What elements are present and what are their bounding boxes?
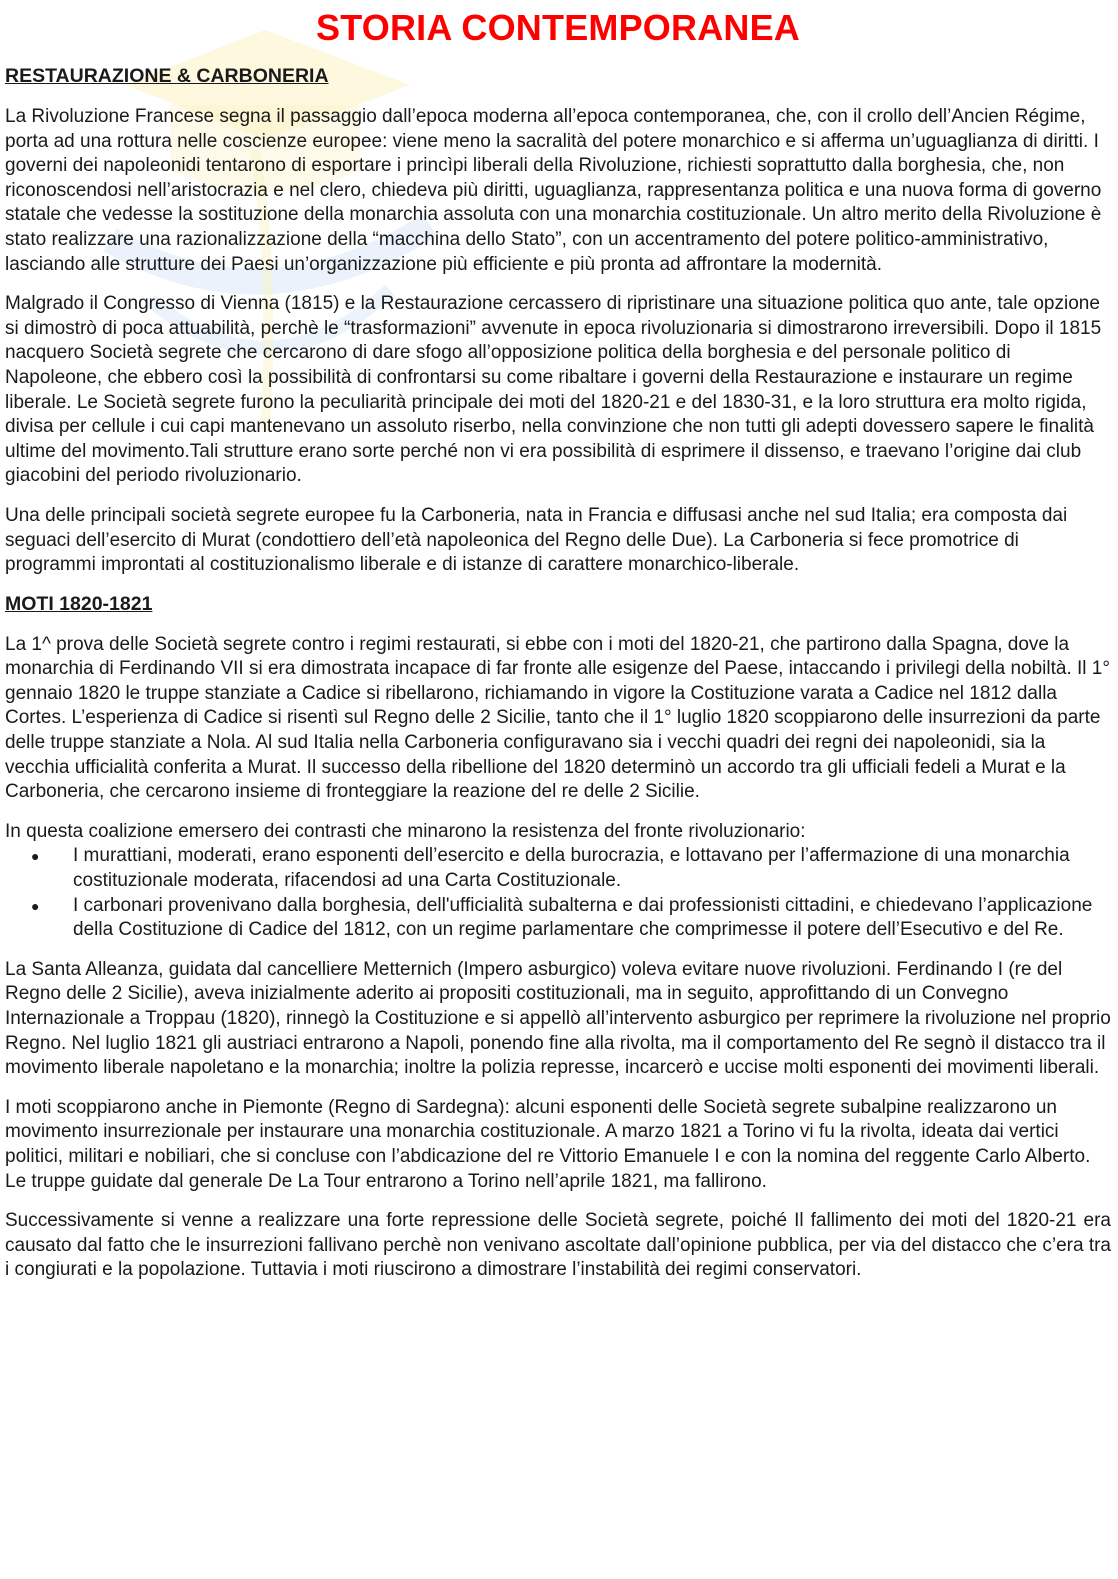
list-item-text: I murattiani, moderati, erano esponenti dell’esercito e della burocrazia, e lottavano per l’affermazione di una monarchia costituzionale moderata, rifacendosi ad una Carta Costituzionale.: [73, 845, 1070, 892]
document-title: STORIA CONTEMPORANEA: [315, 7, 801, 48]
paragraph: Malgrado il Congresso di Vienna (1815) e la Restaurazione cercassero di ripristinare una situazione politica quo ante, tale opzione si dimostrò di poca attuabilità, perchè le “trasformazioni” avvenute in epoca rivoluzionaria si dimostrarono irreversibili. Dopo il 1815 nacquero Società segrete che cercarono di dare sfogo all’opposizione politica della borghesia e del personale politico di Napoleone, che ebbero così la possibilità di confrontarsi su come ribaltare i governi della Restaurazione e instaurare un regime liberale. Le Società segrete furono la peculiarità principale dei moti del 1820-21 e del 1830-31, e la loro struttura era molto rigida, divisa per cellule i cui capi mantenevano un assoluto riserbo, nella convinzione che non tutti gli adepti dovessero sapere le finalità ultime del movimento.Tali strutture erano sorte perché non vi era possibilità di esprimere il dissenso, e traevano l’origine dai club giacobini del periodo rivoluzionario.: [5, 293, 1102, 487]
section-heading-restaurazione: RESTAURAZIONE & CARBONERIA: [5, 65, 329, 87]
section-heading-moti: MOTI 1820-1821: [5, 592, 153, 615]
paragraph: Una delle principali società segrete europee fu la Carboneria, nata in Francia e diffusasi anche nel sud Italia; era composta dai seguaci dell’esercito di Murat (condottiero dell’età napoleonica del Regno delle Due). La Carboneria si fece promotrice di programmi improntati al costituzionalismo liberale e di istanze di carattere monarchico-liberale.: [5, 504, 1068, 576]
bullet-list: [5, 844, 1111, 942]
list-item: [31, 894, 1111, 943]
paragraph: Successivamente si venne a realizzare una forte repressione delle Società segrete, poiché Il fallimento dei moti del 1820-21 era causato dal fatto che le insurrezioni fallivano perchè non venivano ascoltate dall’opinione pubblica, per via del distacco che c’era tra i congiurati e la popolazione. Tuttavia i moti riuscirono a dimostrare l’instabilità dei regimi conservatori.: [5, 1210, 1111, 1281]
list-item-text: I carbonari provenivano dalla borghesia, dell'ufficialità subalterna e dai professionisti cittadini, e chiedevano l’applicazione della Costituzione di Cadice del 1812, con un regime parlamentare che comprimesse il potere dell’Esecutivo e del Re.: [73, 894, 1093, 941]
paragraph: La Rivoluzione Francese segna il passaggio dall’epoca moderna all’epoca contemporanea, che, con il crollo dell’Ancien Régime, porta ad una rottura nelle coscienze europee: viene meno la sacralità del potere monarchico e si afferma un’uguaglianza di diritti. I governi dei napoleonidi tentarono di esportare i princìpi liberali della Rivoluzione, richiesti soprattutto dalla borghesia, che, non riconoscendosi nell’aristocrazia e nel clero, chiedeva più diritti, uguaglianza, rappresentanza politica e una nuova forma di governo statale che vedesse la sostituzione della monarchia assoluta con una monarchia costituzionale. Un altro merito della Rivoluzione è stato realizzare una razionalizzazione della “macchina dello Stato”, con un accentramento del potere politico-amministrativo, lasciando alle strutture dei Paesi un’organizzazione più efficiente e più pronta ad affrontare la modernità.: [5, 106, 1102, 275]
bullet-dot-icon: ●: [31, 897, 40, 914]
paragraph: La Santa Alleanza, guidata dal cancelliere Metternich (Impero asburgico) voleva evitare nuove rivoluzioni. Ferdinando I (re del Regno delle 2 Sicilie), aveva inizialmente aderito ai propositi costituzionali, ma in seguito, approfittando di un Convegno Internazionale a Troppau (1820), rinnegò la Costituzione e si appellò all’intervento asburgico per reprimere la rivoluzione nel proprio Regno. Nel luglio 1821 gli austriaci entrarono a Napoli, ponendo fine alla rivolta, ma il comportamento del Re segnò il distacco tra il movimento liberale napoletano e la monarchia; inoltre la polizia represse, incarcerò e uccise molti esponenti dei movimenti liberali.: [5, 958, 1111, 1079]
paragraph: La 1^ prova delle Società segrete contro i regimi restaurati, si ebbe con i moti del 1820-21, che partirono dalla Spagna, dove la monarchia di Ferdinando VII si era dimostrata incapace di far fronte alle esigenze del Paese, intaccando i privilegi della nobiltà. Il 1° gennaio 1820 le truppe stanziate a Cadice si ribellarono, richiamando in vigore la Costituzione varata a Cadice nel 1812 dalla Cortes. L’esperienza di Cadice si risentì sul Regno delle 2 Sicilie, tanto che il 1° luglio 1820 scoppiarono delle insurrezioni da parte delle truppe stanziate a Nola. Al sud Italia nella Carboneria configuravano sia i vecchi quadri dei regni dei napoleonidi, sia la vecchia ufficialità conferita a Murat. Il successo della ribellione del 1820 determinò un accordo tra gli ufficiali fedeli a Murat e la Carboneria, che cercarono insieme di fronteggiare la reazione del re delle 2 Sicilie.: [5, 633, 1110, 803]
list-item: [31, 844, 1111, 893]
paragraph: In questa coalizione emersero dei contrasti che minarono la resistenza del fronte rivoluzionario:: [5, 820, 806, 842]
paragraph: I moti scoppiarono anche in Piemonte (Regno di Sardegna): alcuni esponenti delle Società segrete subalpine realizzarono un movimento insurrezionale per instaurare una monarchia costituzionale. A marzo 1821 a Torino vi fu la rivolta, ideata dai vertici politici, militari e nobiliari, che si concluse con l’abdicazione del re Vittorio Emanuele I e con la nomina del reggente Carlo Alberto. Le truppe guidate dal generale De La Tour entrarono a Torino nell’aprile 1821, ma fallirono.: [5, 1096, 1091, 1192]
bullet-dot-icon: ●: [31, 848, 40, 865]
document-content: [5, 4, 1111, 1283]
